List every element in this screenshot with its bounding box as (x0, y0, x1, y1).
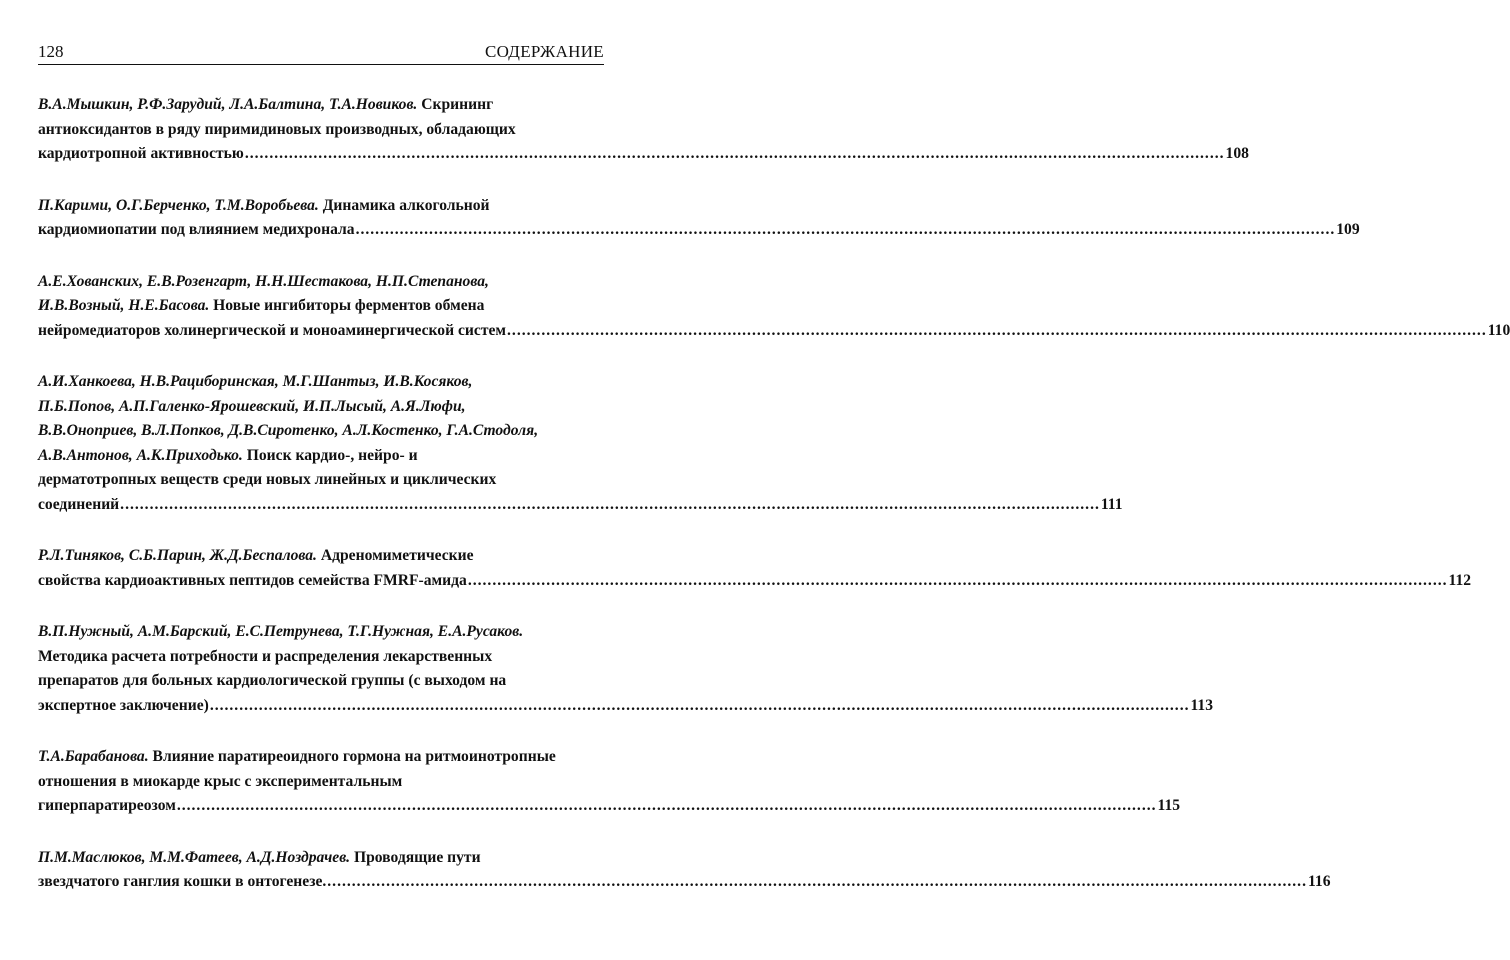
toc-entry-authors: И.В.Возный, Н.Е.Басова. (38, 297, 210, 314)
toc-entry-authors: В.П.Нужный, А.М.Барский, Е.С.Петрунева, Т.Г.Нужная, Е.А.Русаков. (38, 623, 524, 640)
dot-leader: ........................................................................................................................................................................................................ (327, 873, 1307, 890)
toc-entry (38, 93, 1249, 167)
dot-leader: ........................................................................................................................................................................................................ (355, 221, 1336, 238)
toc-entry (38, 194, 1360, 243)
toc-entry-authors: В.А.Мышкин, Р.Ф.Зарудий, Л.А.Балтина, Т.А.Новиков. (38, 96, 418, 113)
toc-entry-title: гиперпаратиреозом (38, 797, 176, 814)
toc-entry-title: кардиомиопатии под влиянием медихронала (38, 221, 355, 238)
toc-entry-line (38, 194, 604, 219)
toc-entry-authors: А.И.Ханкоева, Н.В.Рациборинская, М.Г.Шантыз, И.В.Косяков, (38, 373, 473, 390)
toc-entry-authors: А.Е.Хованских, Е.В.Розенгарт, Н.Н.Шестакова, Н.П.Степанова, (38, 272, 489, 290)
dot-leader: ........................................................................................................................................................................................................ (244, 145, 1225, 162)
toc-entry-line (38, 419, 604, 444)
toc-entry (38, 846, 1331, 895)
toc-entry-title: Проводящие пути (350, 848, 481, 866)
page-number: 128 (38, 42, 64, 61)
toc-entry-line (38, 669, 604, 694)
dot-leader: ........................................................................................................................................................................................................ (176, 797, 1157, 814)
section-title: СОДЕРЖАНИЕ (484, 42, 604, 61)
toc-entry-line (38, 846, 604, 871)
toc-entry-last-line (38, 493, 1123, 518)
toc-entry-title: экспертное заключение) (38, 696, 209, 714)
toc-entry-authors: П.М.Маслюков, М.М.Фатеев, А.Д.Ноздрачев. (38, 848, 351, 866)
toc-entry-line (38, 645, 604, 670)
toc-entry-page-number: 116 (1307, 873, 1331, 890)
toc-entry-last-line (38, 569, 1472, 594)
toc-entry-line (38, 468, 604, 493)
toc-entry-line (38, 444, 604, 469)
toc-entry-page-number: 108 (1225, 145, 1249, 162)
toc-entry-page-number: 109 (1336, 221, 1360, 238)
toc-entry-last-line (38, 794, 1181, 819)
toc-entry-authors: Р.Л.Тиняков, С.Б.Парин, Ж.Д.Беспалова. (38, 547, 317, 564)
toc-entry-title: Поиск кардио-, нейро- и (242, 446, 418, 464)
toc-entry-line (38, 770, 604, 795)
dot-leader: ........................................................................................................................................................................................................ (120, 495, 1100, 513)
dot-leader: ........................................................................................................................................................................................................ (507, 321, 1487, 339)
toc-entry (38, 270, 1510, 344)
toc-entry-page-number: 112 (1448, 571, 1472, 589)
toc-entry-authors: П.Б.Попов, А.П.Галенко-Ярошевский, И.П.Лысый, А.Я.Люфи, (38, 397, 466, 415)
toc-entry-line (38, 395, 604, 420)
toc-entry-title: кардиотропной активностью (38, 145, 244, 162)
toc-entry-authors: А.В.Антонов, А.К.Приходько. (38, 446, 243, 464)
toc-entry-line (38, 620, 604, 645)
page-header (38, 40, 604, 65)
toc-entry-title: звездчатого ганглия кошки в онтогенезе. (38, 873, 327, 890)
toc-entry-page-number: 115 (1157, 797, 1181, 814)
table-of-contents (38, 93, 1510, 922)
toc-entry (38, 745, 1181, 819)
toc-entry-line (38, 118, 604, 143)
toc-entry (38, 370, 1123, 517)
toc-entry-line (38, 270, 604, 295)
toc-entry (38, 544, 1472, 593)
toc-entry-title: Методика расчета потребности и распределения лекарственных (38, 647, 493, 665)
toc-entry-line (38, 745, 604, 770)
toc-entry-title: отношения в миокарде крыс с экспериментальным (38, 772, 403, 790)
toc-entry-page-number: 111 (1100, 495, 1123, 513)
toc-entry-line (38, 544, 604, 569)
dot-leader: ........................................................................................................................................................................................................ (209, 696, 1190, 714)
toc-entry-last-line (38, 870, 1331, 895)
toc-entry-title: свойства кардиоактивных пептидов семейства FMRF-амида (38, 571, 467, 589)
toc-entry (38, 620, 1214, 718)
toc-entry-title: Новые ингибиторы ферментов обмена (209, 297, 485, 314)
dot-leader: ........................................................................................................................................................................................................ (467, 571, 1448, 589)
toc-entry-title: Адреномиметические (316, 547, 474, 564)
toc-entry-authors: В.В.Оноприев, В.Л.Попков, Д.В.Сиротенко, А.Л.Костенко, Г.А.Стодоля, (38, 422, 539, 439)
toc-entry-title: соединений (38, 495, 120, 513)
toc-entry-page-number: 113 (1190, 696, 1214, 714)
toc-entry-title: Динамика алкогольной (318, 196, 490, 214)
toc-entry-last-line (38, 142, 1249, 167)
toc-entry-line (38, 294, 604, 319)
toc-entry-authors: П.Карими, О.Г.Берченко, Т.М.Воробьева. (38, 196, 319, 214)
toc-entry-title: дерматотропных веществ среди новых линейных и циклических (38, 471, 497, 488)
toc-entry-line (38, 93, 604, 118)
toc-entry-last-line (38, 218, 1360, 243)
toc-entry-title: препаратов для больных кардиологической группы (с выходом на (38, 672, 507, 689)
toc-entry-title: антиоксидантов в ряду пиримидиновых производных, обладающих (38, 120, 516, 138)
toc-entry-page-number: 110 (1487, 321, 1510, 339)
toc-entry-title: Влияние паратиреоидного гормона на ритмоинотропные (148, 748, 556, 765)
toc-entry-title: Скрининг (417, 96, 494, 113)
toc-entry-last-line (38, 694, 1214, 719)
toc-entry-title: нейромедиаторов холинергической и моноаминергической систем (38, 321, 507, 339)
toc-entry-line (38, 370, 604, 395)
toc-entry-authors: Т.А.Барабанова. (38, 748, 149, 765)
toc-entry-last-line (38, 319, 1510, 344)
